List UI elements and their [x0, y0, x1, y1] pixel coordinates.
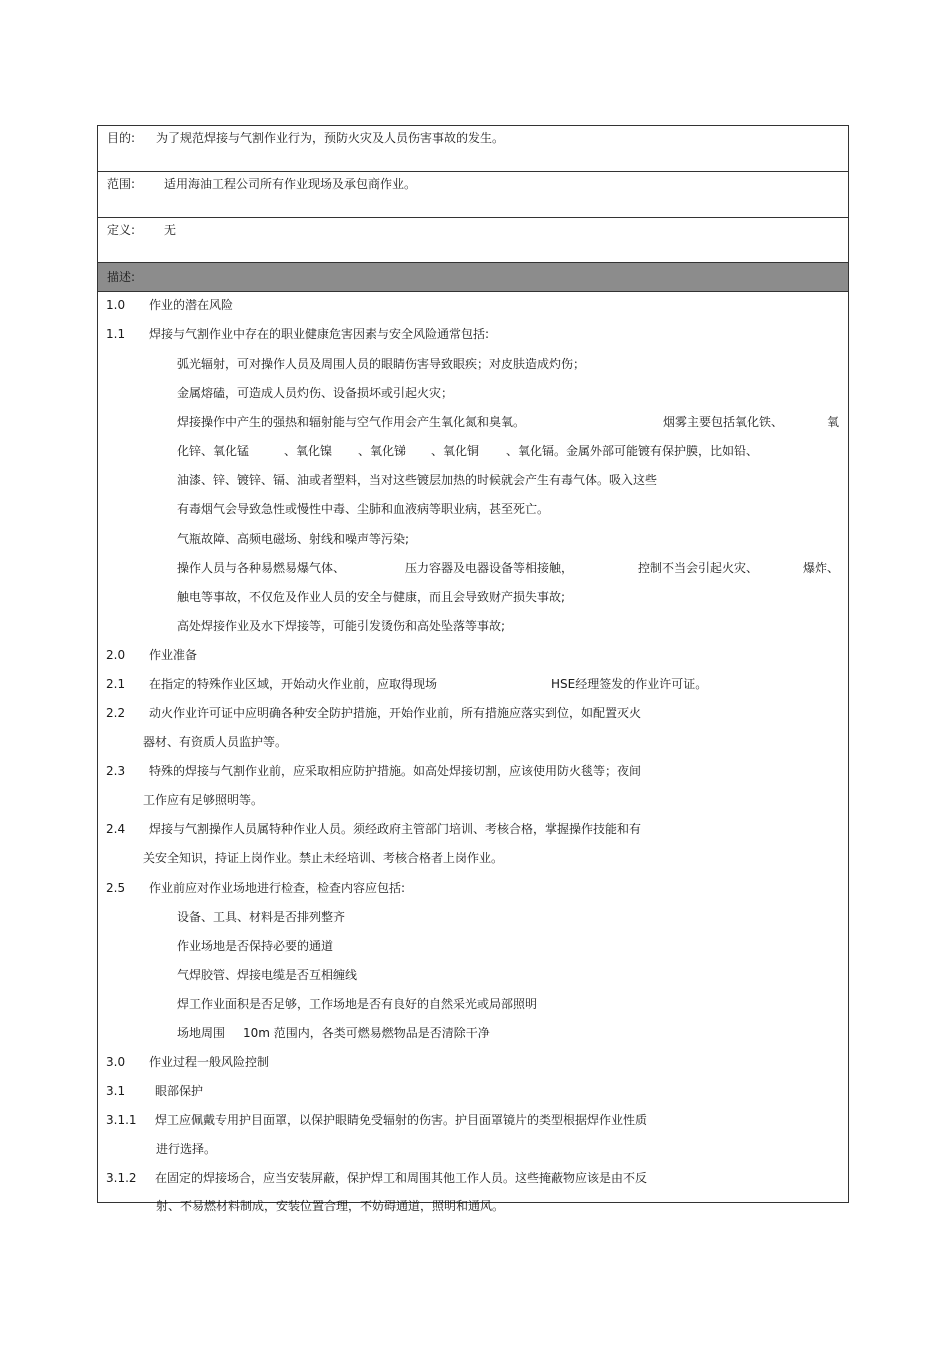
- section-text: 工作应有足够照明等。: [143, 793, 264, 807]
- section-number: 3.1: [106, 1084, 126, 1098]
- section-number: 2.5: [106, 881, 126, 895]
- purpose-text: 为了规范焊接与气割作业行为，预防火灾及人员伤害事故的发生。: [156, 131, 505, 145]
- definition-row: [98, 218, 848, 263]
- risk-item: 、氧化镍: [284, 444, 333, 458]
- section-text: 进行选择。: [156, 1142, 217, 1156]
- section-number: 3.1.1: [106, 1113, 137, 1127]
- section-text: 动火作业许可证中应明确各种安全防护措施，开始作业前，所有措施应落实到位，如配置灭火: [149, 706, 642, 720]
- section-number: 2.4: [106, 822, 126, 836]
- purpose-label: 目的:: [107, 131, 136, 145]
- section-number: 3.1.2: [106, 1171, 137, 1185]
- section-text: 焊接与气割操作人员属特种作业人员。须经政府主管部门培训、考核合格，掌握操作技能和有: [149, 822, 642, 836]
- risk-item: 压力容器及电器设备等相接触，: [405, 561, 574, 575]
- risk-item: 氧: [827, 415, 840, 429]
- scope-label: 范围:: [107, 177, 136, 191]
- section-text: 器材、有资质人员监护等。: [143, 735, 288, 749]
- section-title: 作业准备: [149, 648, 198, 662]
- section-text: 特殊的焊接与气割作业前，应采取相应防护措施。如高处焊接切割，应该使用防火毯等；夜间: [149, 764, 642, 778]
- scope-text: 适用海油工程公司所有作业现场及承包商作业。: [164, 177, 417, 191]
- risk-item: 触电等事故，不仅危及作业人员的安全与健康，而且会导致财产损失事故;: [177, 590, 566, 604]
- check-item: 气焊胶管、焊接电缆是否互相缠线: [177, 968, 358, 982]
- check-item: 作业场地是否保持必要的通道: [177, 939, 334, 953]
- scope-row: [98, 172, 848, 218]
- section-text: 关安全知识，持证上岗作业。禁止未经培训、考核合格者上岗作业。: [143, 851, 504, 865]
- risk-item: 烟雾主要包括氧化铁、: [663, 415, 784, 429]
- description-label: 描述:: [107, 270, 136, 284]
- definition-label: 定义:: [107, 223, 136, 237]
- procedure-table: [97, 125, 849, 1203]
- section-text: 在指定的特殊作业区域，开始动火作业前，应取得现场: [149, 677, 438, 691]
- section-text: 焊接与气割作业中存在的职业健康危害因素与安全风险通常包括:: [149, 327, 490, 341]
- check-item: 焊工作业面积是否足够，工作场地是否有良好的自然采光或局部照明: [177, 997, 538, 1011]
- section-number: 2.2: [106, 706, 126, 720]
- section-text: 射、不易燃材料制成，安装位置合理，不妨碍通道，照明和通风。: [156, 1199, 505, 1213]
- section-title: 作业的潜在风险: [149, 298, 234, 312]
- section-number: 1.0: [106, 298, 126, 312]
- risk-item: 操作人员与各种易燃易爆气体、: [177, 561, 346, 575]
- risk-item: 高处焊接作业及水下焊接等，可能引发烫伤和高处坠落等事故;: [177, 619, 506, 633]
- section-number: 2.3: [106, 764, 126, 778]
- section-text: HSE经理签发的作业许可证。: [551, 677, 708, 691]
- section-number: 3.0: [106, 1055, 126, 1069]
- check-item: 10m 范围内，各类可燃易燃物品是否清除干净: [243, 1026, 490, 1040]
- section-number: 1.1: [106, 327, 126, 341]
- risk-item: 金属熔磕，可造成人员灼伤、设备损坏或引起火灾；: [177, 386, 454, 400]
- risk-item: 有毒烟气会导致急性或慢性中毒、尘肺和血液病等职业病，甚至死亡。: [177, 502, 550, 516]
- section-title: 作业过程一般风险控制: [149, 1055, 270, 1069]
- section-text: 作业前应对作业场地进行检查，检查内容应包括:: [149, 881, 406, 895]
- purpose-row: [98, 126, 848, 172]
- risk-item: 、氧化镉。金属外部可能镀有保护膜，比如铅、: [506, 444, 759, 458]
- definition-text: 无: [164, 223, 177, 237]
- section-text: 焊工应佩戴专用护目面罩，以保护眼睛免受辐射的伤害。护目面罩镜片的类型根据焊作业性质: [155, 1113, 648, 1127]
- risk-item: 、氧化铜: [431, 444, 480, 458]
- risk-item: 爆炸、: [803, 561, 840, 575]
- risk-item: 焊接操作中产生的强热和辐射能与空气作用会产生氧化氮和臭氧。: [177, 415, 526, 429]
- check-item: 设备、工具、材料是否排列整齐: [177, 910, 346, 924]
- risk-item: 、氧化锑: [358, 444, 407, 458]
- description-header: [98, 263, 848, 292]
- risk-item: 化锌、氧化锰: [177, 444, 250, 458]
- risk-item: 油漆、锌、镀锌、镉、油或者塑料，当对这些镀层加热的时候就会产生有毒气体。吸入这些: [177, 473, 658, 487]
- risk-item: 控制不当会引起火灾、: [638, 561, 759, 575]
- section-title: 眼部保护: [155, 1084, 204, 1098]
- risk-item: 气瓶故障、高频电磁场、射线和噪声等污染;: [177, 532, 410, 546]
- section-number: 2.1: [106, 677, 126, 691]
- check-item: 场地周围: [177, 1026, 226, 1040]
- section-text: 在固定的焊接场合，应当安装屏蔽，保护焊工和周围其他工作人员。这些掩蔽物应该是由不反: [155, 1171, 648, 1185]
- section-number: 2.0: [106, 648, 126, 662]
- risk-item: 弧光辐射，可对操作人员及周围人员的眼睛伤害导致眼疾；对皮肤造成灼伤；: [177, 357, 586, 371]
